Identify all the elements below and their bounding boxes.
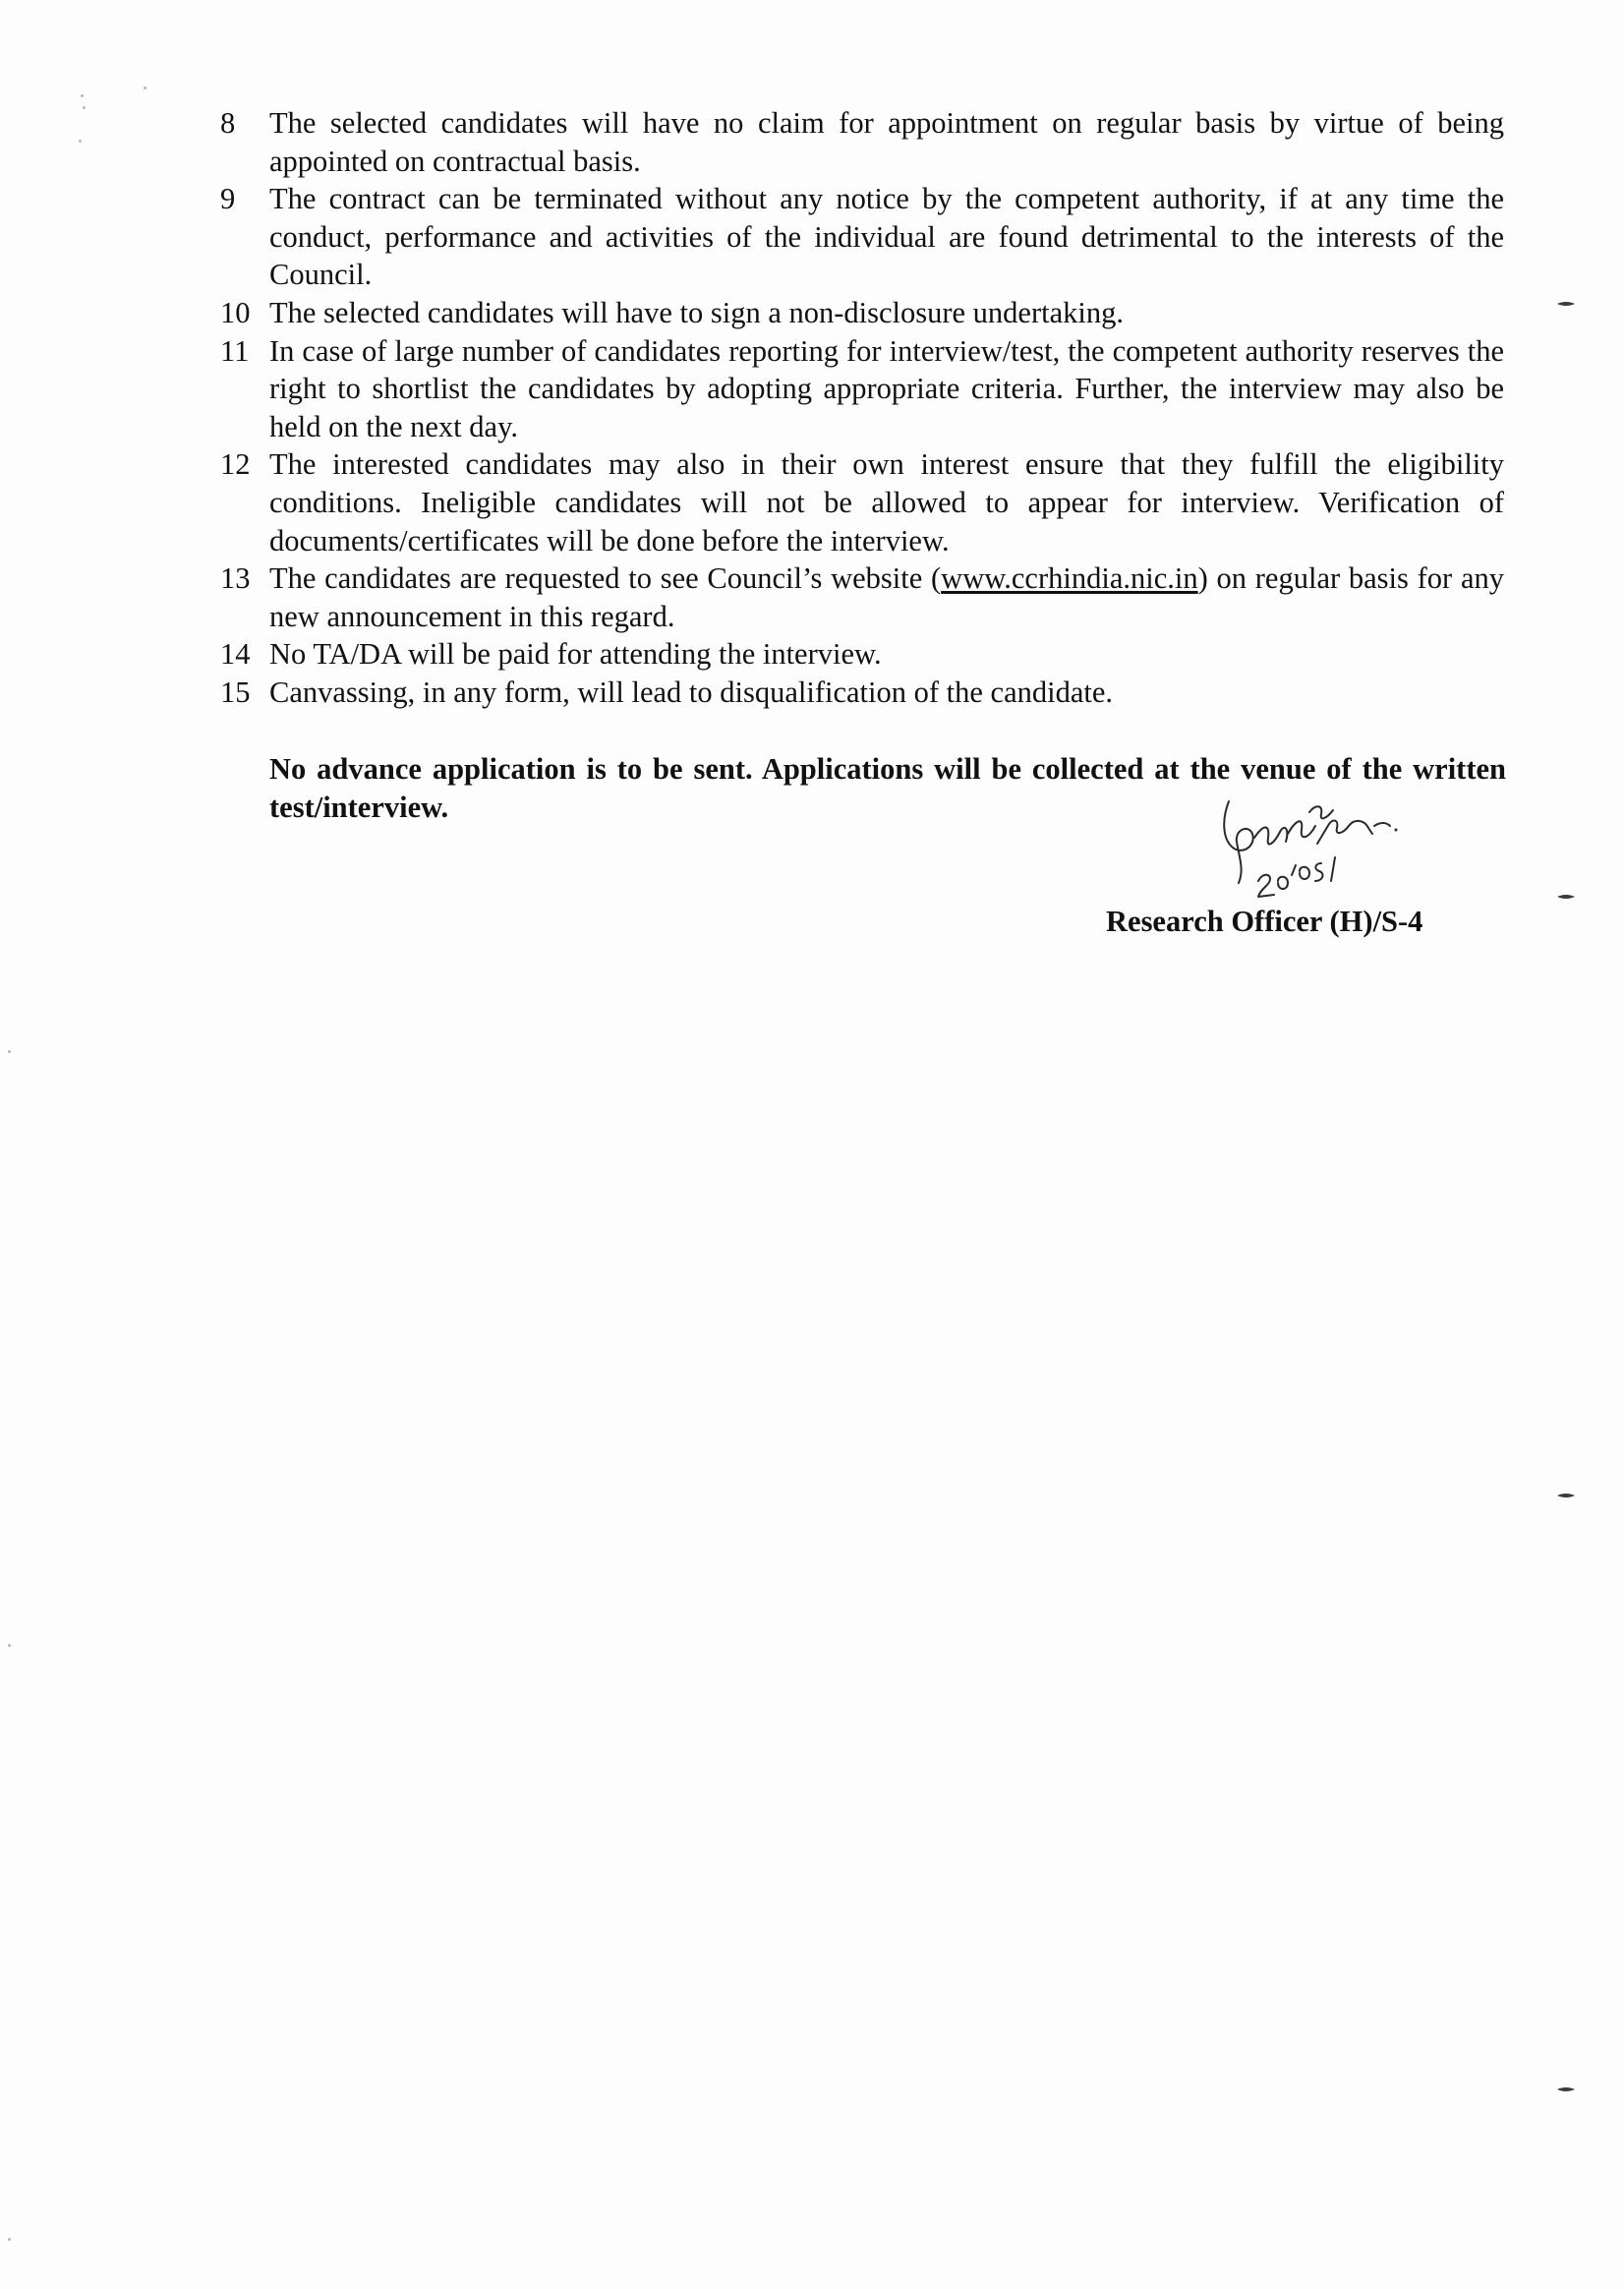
application-notice: No advance application is to be sent. Applications will be collected at the venue of the written test/interview.: [269, 752, 1506, 824]
item-text: Canvassing, in any form, will lead to disqualification of the candidate.: [269, 675, 1114, 709]
punch-hole-mark-icon: [1557, 301, 1575, 307]
website-link[interactable]: www.ccrhindia.nic.in: [941, 561, 1198, 596]
punch-hole-mark-icon: [1557, 894, 1575, 900]
list-item: [220, 104, 1504, 180]
item-text: The selected candidates will have to sign a non-disclosure undertaking.: [269, 295, 1124, 329]
item-number: 15: [220, 675, 251, 709]
signatory-designation: Research Officer (H)/S-4: [1106, 905, 1423, 938]
list-item: [220, 180, 1504, 294]
item-number: 11: [220, 333, 250, 368]
item-number: 9: [220, 182, 236, 216]
item-text: The contract can be terminated without any notice by the competent authority, if at any time the conduct, performance and activities of the individual are found detrimental to the interests of the Council.: [269, 182, 1504, 292]
list-item: [220, 445, 1504, 559]
scan-speck: [79, 140, 82, 143]
list-item: [220, 635, 1504, 674]
punch-hole-mark-icon: [1557, 2086, 1575, 2092]
terms-list: [220, 104, 1504, 712]
item-text-before: The candidates are requested to see Council’s website (: [269, 561, 942, 596]
item-number: 12: [220, 447, 251, 482]
list-item: [220, 294, 1504, 332]
item-number: 14: [220, 637, 251, 672]
item-text: In case of large number of candidates reporting for interview/test, the competent authority reserves the right to shortlist the candidates by adopting appropriate criteria. Further, the interview may also be held on the next day.: [269, 333, 1504, 443]
scan-speck: [83, 106, 86, 109]
list-item: [220, 332, 1504, 446]
scan-speck: [81, 94, 84, 97]
list-item: [220, 559, 1504, 635]
item-text: [269, 559, 1504, 635]
item-number: 13: [220, 561, 251, 596]
scan-speck: [144, 87, 146, 89]
punch-hole-mark-icon: [1557, 1493, 1575, 1498]
item-text: The interested candidates may also in their own interest ensure that they fulfill the eligibility conditions. Ineligible candidates will not be allowed to appear for interview. Verification of documents/certificates will be done before the interview.: [269, 447, 1504, 558]
item-text: No TA/DA will be paid for attending the interview.: [269, 637, 882, 672]
scan-speck: [8, 2238, 11, 2241]
item-text: The selected candidates will have no claim for appointment on regular basis by virtue of being appointed on contractual basis.: [269, 106, 1504, 178]
list-item: [220, 674, 1504, 712]
item-number: 8: [220, 106, 236, 140]
item-number: 10: [220, 295, 251, 329]
scan-speck: [8, 1644, 11, 1647]
item-text-after: ) on regular basis for any new announcement in this regard.: [269, 561, 1504, 633]
scan-speck: [8, 1050, 11, 1053]
